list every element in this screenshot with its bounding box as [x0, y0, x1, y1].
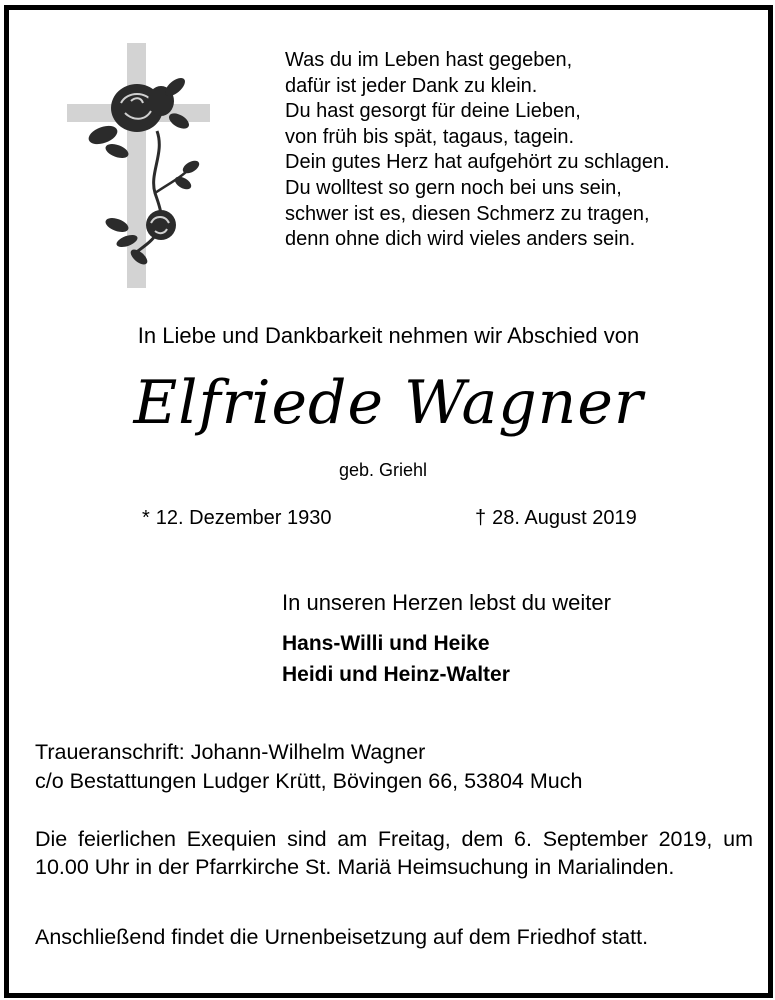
obituary-notice	[4, 5, 773, 998]
poem-line: schwer ist es, diesen Schmerz zu tragen,	[285, 202, 650, 225]
poem-line: von früh bis spät, tagaus, tagein.	[285, 125, 575, 148]
birth-date: 12. Dezember 1930	[155, 507, 332, 529]
poem	[285, 48, 670, 253]
birth-info	[142, 507, 331, 530]
mourning-address	[35, 738, 582, 796]
poem-line: denn ohne dich wird vieles anders sein.	[285, 228, 636, 251]
death-info	[475, 507, 637, 530]
service-info: Die feierlichen Exequien sind am Freitag, dem 6. September 2019, um 10.00 Uhr in der Pfarrkirche St. Mariä Heimsuchung in Marialinden.	[35, 827, 753, 879]
poem-line: dafür ist jeder Dank zu klein.	[285, 74, 538, 97]
address-line: Traueranschrift: Johann-Wilhelm Wagner	[35, 740, 426, 764]
birth-symbol: *	[142, 507, 150, 529]
mourner: Heidi und Heinz-Walter	[282, 663, 510, 686]
death-date: 28. August 2019	[492, 507, 637, 529]
death-symbol: †	[475, 507, 487, 529]
address-line: c/o Bestattungen Ludger Krütt, Bövingen 66, 53804 Much	[35, 769, 583, 793]
poem-line: Du wolltest so gern noch bei uns sein,	[285, 176, 622, 199]
poem-line: Was du im Leben hast gegeben,	[285, 49, 573, 71]
mourners-list	[282, 628, 510, 690]
maiden-name: geb. Griehl	[339, 460, 428, 480]
poem-line: Dein gutes Herz hat aufgehört zu schlagen.	[285, 151, 670, 174]
cross-with-roses-icon	[65, 43, 215, 288]
farewell-intro: In Liebe und Dankbarkeit nehmen wir Abschied von	[137, 323, 640, 348]
deceased-name: Elfriede Wagner	[133, 368, 644, 438]
mourner: Hans-Willi und Heike	[282, 632, 490, 655]
family-motto: In unseren Herzen lebst du weiter	[282, 590, 611, 615]
poem-line: Du hast gesorgt für deine Lieben,	[285, 100, 581, 123]
burial-info: Anschließend findet die Urnenbeisetzung auf dem Friedhof statt.	[35, 925, 649, 949]
